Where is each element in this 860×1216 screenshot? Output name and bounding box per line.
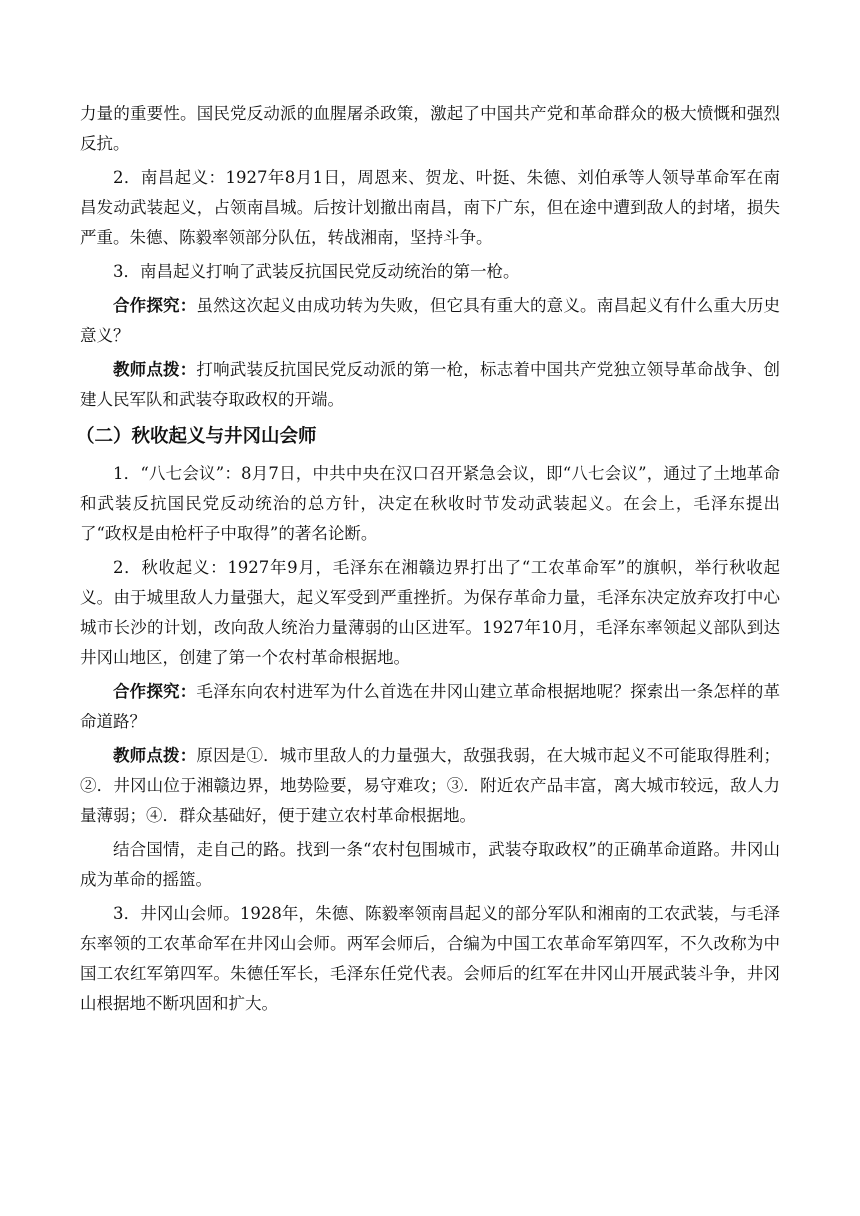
paragraph-teacher-guidance-1	[80, 355, 780, 415]
inquiry-text: 毛泽东向农村进军为什么首选在井冈山建立革命根据地呢？探索出一条怎样的革命道路？	[80, 682, 781, 731]
section-heading: （二）秋收起义与井冈山会师	[76, 426, 317, 447]
paragraph-cooperative-inquiry-2	[80, 677, 780, 737]
guidance-text: 原因是①．城市里敌人的力量强大，敌强我弱，在大城市起义不可能取得胜利；②．井冈山位于湘赣边界，地势险要，易守难攻；③．附近农产品丰富，离大城市较远，敌人力量薄弱；④．群众基础好，便于建立农村革命根据地。	[80, 746, 781, 825]
paragraph-teacher-guidance-2	[80, 741, 780, 831]
paragraph-continuation: 力量的重要性。国民党反动派的血腥屠杀政策，激起了中国共产党和革命群众的极大愤慨和强烈反抗。	[80, 104, 780, 153]
paragraph-first-shot: 3．南昌起义打响了武装反抗国民党反动统治的第一枪。	[113, 262, 520, 281]
paragraph-autumn-harvest-uprising: 2．秋收起义：1927年9月，毛泽东在湘赣边界打出了“工农革命军”的旗帜，举行秋收起义。由于城里敌人力量强大，起义军受到严重挫折。为保存革命力量，毛泽东决定放弃攻打中心城市长沙的计划，改向敌人统治力量薄弱的山区进军。1927年10月，毛泽东率领起义部队到达井冈山地区，创建了第一个农村革命根据地。	[80, 558, 780, 667]
paragraph-cooperative-inquiry-1	[80, 291, 780, 351]
paragraph-nanchang-uprising: 2．南昌起义：1927年8月1日，周恩来、贺龙、叶挺、朱德、刘伯承等人领导革命军在南昌发动武装起义，占领南昌城。后按计划撤出南昌，南下广东，但在途中遭到敌人的封堵，损失严重。朱德、陈毅率领部分队伍，转战湘南，坚持斗争。	[80, 168, 780, 247]
paragraph-revolutionary-road: 结合国情，走自己的路。找到一条“农村包围城市，武装夺取政权”的正确革命道路。井冈山成为革命的摇篮。	[80, 840, 780, 889]
label-cooperative-inquiry: 合作探究：	[113, 296, 197, 315]
paragraph-jinggangshan-meeting: 3．井冈山会师。1928年，朱德、陈毅率领南昌起义的部分军队和湘南的工农武装，与毛泽东率领的工农革命军在井冈山会师。两军会师后，合编为中国工农革命军第四军，不久改称为中国工农红军第四军。朱德任军长，毛泽东任党代表。会师后的红军在井冈山开展武装斗争，井冈山根据地不断巩固和扩大。	[80, 904, 780, 1013]
inquiry-text: 虽然这次起义由成功转为失败，但它具有重大的意义。南昌起义有什么重大历史意义？	[80, 296, 781, 345]
paragraph-august-seventh-meeting: 1．“八七会议”：8月7日，中共中央在汉口召开紧急会议，即“八七会议”，通过了土地革命和武装反抗国民党反动统治的总方针，决定在秋收时节发动武装起义。在会上，毛泽东提出了“政权是由枪杆子中取得”的著名论断。	[80, 464, 780, 543]
label-teacher-guidance: 教师点拨：	[113, 746, 197, 765]
document-page	[76, 99, 781, 1019]
guidance-text: 打响武装反抗国民党反动派的第一枪，标志着中国共产党独立领导革命战争、创建人民军队和武装夺取政权的开端。	[80, 360, 781, 409]
label-cooperative-inquiry: 合作探究：	[113, 682, 197, 701]
label-teacher-guidance: 教师点拨：	[113, 360, 197, 379]
